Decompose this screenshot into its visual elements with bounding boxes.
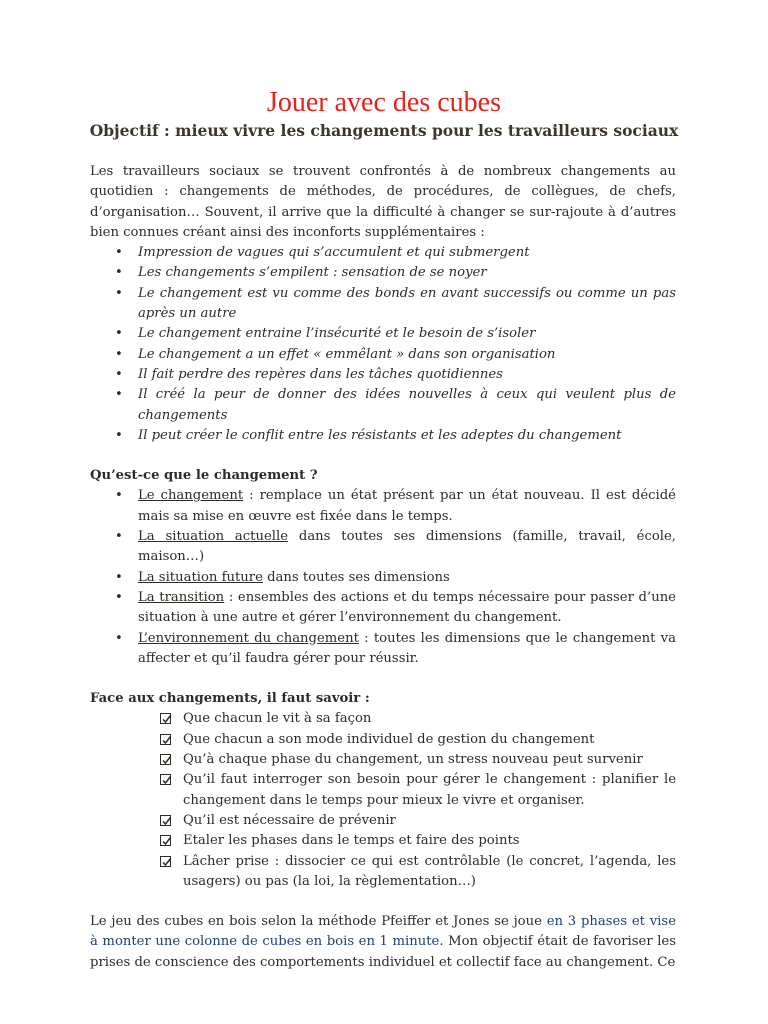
inconforts-list [90,243,676,446]
section-heading-savoir: Face aux changements, il faut savoir : [90,691,370,707]
definition-term: Le changement [138,488,244,504]
definition-term: La situation actuelle [138,529,289,545]
checklist-item: Etaler les phases dans le temps et faire des points [90,831,676,851]
checkbox-checked-icon [160,835,171,846]
checklist-item: Lâcher prise : dissocier ce qui est contrôlable (le concret, l’agenda, les usagers) ou pas (la loi, la règlementation…) [90,852,676,893]
list-item: • Il créé la peur de donner des idées nouvelles à ceux qui veulent plus de changements [90,385,676,426]
definition-term: La transition [138,589,225,605]
checkbox-checked-icon [160,856,171,867]
list-item: • Le changement entraine l’insécurité et le besoin de s’isoler [90,324,676,344]
definition-term: L’environnement du changement [138,630,359,646]
definition-text: : toutes les dimensions que le changement va affecter et qu’il faudra gérer pour réussir. [138,630,676,666]
checklist-item: Que chacun a son mode individuel de gestion du changement [90,730,676,750]
page-title: Jouer avec des cubes [266,87,501,118]
highlighted-text: en 3 phases et vise à monter une colonne de cubes en bois en 1 minute [90,914,677,950]
list-item: • Impression de vagues qui s’accumulent et qui submergent [90,243,676,263]
checklist [90,709,676,892]
definition-text: dans toutes ses dimensions (famille, travail, école, maison…) [138,529,676,565]
list-item [90,527,676,568]
checklist-item: Qu’à chaque phase du changement, un stress nouveau peut survenir [90,750,676,770]
section-heading-changement: Qu’est-ce que le changement ? [90,468,318,484]
list-item [90,629,676,670]
checklist-item: Qu’il est nécessaire de prévenir [90,811,676,831]
list-item [90,486,676,527]
page-subtitle: Objectif : mieux vivre les changements pour les travailleurs sociaux [89,121,679,140]
checkbox-checked-icon [160,713,171,724]
closing-paragraph: Le jeu des cubes en bois selon la méthode Pfeiffer et Jones se joue en 3 phases et vise à monter une colonne de cubes en bois en 1 minute. Mon objectif était de favoriser les prises de conscience des comportements individuel et collectif face au changement. Ce [90,914,677,970]
intro-paragraph: Les travailleurs sociaux se trouvent confrontés à de nombreux changements au quotidien : changements de méthodes, de procédures, de collègues, de chefs, d’organisation… Souvent, il arrive que la difficulté à changer se sur-rajoute à d’autres bien connues créant ainsi des inconforts supplémentaires : [90,164,676,240]
list-item [90,588,676,629]
checkbox-checked-icon [160,815,171,826]
list-item: • Il fait perdre des repères dans les tâches quotidiennes [90,365,676,385]
checklist-item: Qu’il faut interroger son besoin pour gérer le changement : planifier le changement dans le temps pour mieux le vivre et organiser. [90,770,676,811]
definition-text: : ensembles des actions et du temps nécessaire pour passer d’une situation à une autre et gérer l’environnement du changement. [138,589,676,626]
list-item: • Le changement a un effet « emmêlant » dans son organisation [90,345,676,365]
list-item: • Il peut créer le conflit entre les résistants et les adeptes du changement [90,426,676,446]
checkbox-checked-icon [160,734,171,745]
checkbox-checked-icon [160,774,171,785]
checklist-item: Que chacun le vit à sa façon [90,709,676,729]
definition-term: La situation future [138,569,263,585]
definition-text: : remplace un état présent par un état nouveau. Il est décidé mais sa mise en œuvre est fixée dans le temps. [138,488,676,524]
list-item: • Le changement est vu comme des bonds en avant successifs ou comme un pas après un autre [90,284,676,325]
definition-text: dans toutes ses dimensions [262,569,450,585]
list-item: • Les changements s’empilent : sensation de se noyer [90,263,676,283]
checkbox-checked-icon [160,754,171,765]
list-item [90,568,676,588]
document-body [90,162,676,973]
definitions-list [90,486,676,669]
